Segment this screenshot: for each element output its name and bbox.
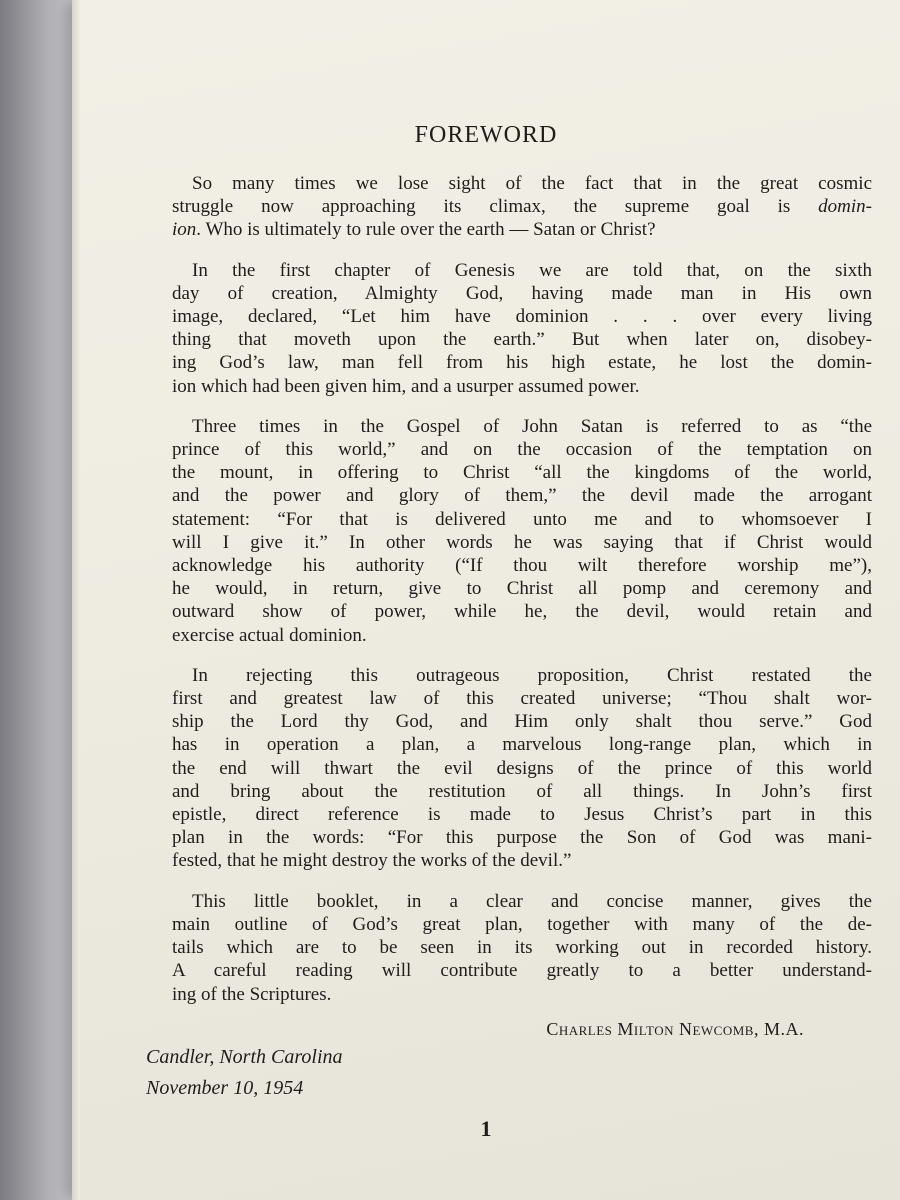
text-line: will I give it.” In other words he was saying that if Christ would [172,531,872,553]
book-page [72,0,900,1200]
place-line: Candler, North Carolina [146,1046,343,1068]
text-line: first and greatest law of this created universe; “Thou shalt wor- [172,688,872,710]
text-line: the end will thwart the evil designs of the prince of this world [172,757,872,779]
text-line: In rejecting this outrageous proposition, Christ restated the [192,664,872,686]
text-line: ing of the Scriptures. [172,983,332,1005]
author-signature [546,1019,804,1040]
text-line: ship the Lord thy God, and Him only shalt thou serve.” God [172,711,872,733]
paragraph [172,890,872,1006]
paragraph [172,259,872,398]
paragraph [172,664,872,873]
text-line: struggle now approaching its climax, the supreme goal is domin- [172,196,872,218]
text-line: tails which are to be seen in its working out in recorded history. [172,937,872,959]
text-line: day of creation, Almighty God, having made man in His own [172,282,872,304]
text-line: thing that moveth upon the earth.” But when later on, disobey- [172,329,872,351]
page-title: FOREWORD [414,122,558,148]
text-line: and the power and glory of them,” the devil made the arrogant [172,485,872,507]
text-line: statement: “For that is delivered unto me and to whomsoever I [172,508,872,530]
text-line: ing God’s law, man fell from his high estate, he lost the domin- [172,352,872,374]
text-line: This little booklet, in a clear and concise manner, gives the [192,890,872,912]
text-line: outward show of power, while he, the devil, would retain and [172,601,872,623]
paragraph [172,172,872,242]
author-degree: M.A. [763,1019,804,1039]
text-line: main outline of God’s great plan, together with many of the de- [172,913,872,935]
text-line: the mount, in offering to Christ “all the kingdoms of the world, [172,462,872,484]
text-line: Three times in the Gospel of John Satan is referred to as “the [192,415,872,437]
text-line: and bring about the restitution of all things. In John’s first [172,780,872,802]
text-line: he would, in return, give to Christ all pomp and ceremony and [172,578,872,600]
foreword-body [172,172,872,1023]
text-line: acknowledge his authority (“If thou wilt therefore worship me”), [172,555,872,577]
author-name: Charles Milton Newcomb [546,1019,754,1039]
text-line: A careful reading will contribute greatly to a better understand- [172,960,872,982]
text-line: ion. Who is ultimately to rule over the earth — Satan or Christ? [172,219,656,241]
text-line: has in operation a plan, a marvelous long-range plan, which in [172,734,872,756]
text-line: So many times we lose sight of the fact that in the great cosmic [192,173,872,194]
text-line: exercise actual dominion. [172,624,367,646]
text-line: plan in the words: “For this purpose the Son of God was mani- [172,827,872,849]
text-line: In the first chapter of Genesis we are told that, on the sixth [192,259,872,281]
page-number: 1 [480,1116,492,1141]
page-edge [72,0,80,1200]
text-line: prince of this world,” and on the occasion of the temptation on [172,439,872,461]
date-line: November 10, 1954 [146,1077,304,1099]
place-and-date [146,1042,343,1104]
text-line: ion which had been given him, and a usurper assumed power. [172,375,640,397]
text-line: fested, that he might destroy the works of the devil.” [172,850,572,872]
text-line: epistle, direct reference is made to Jesus Christ’s part in this [172,804,872,826]
paragraph [172,415,872,647]
signature-separator: , [753,1019,764,1039]
text-line: image, declared, “Let him have dominion . . . over every living [172,306,872,328]
